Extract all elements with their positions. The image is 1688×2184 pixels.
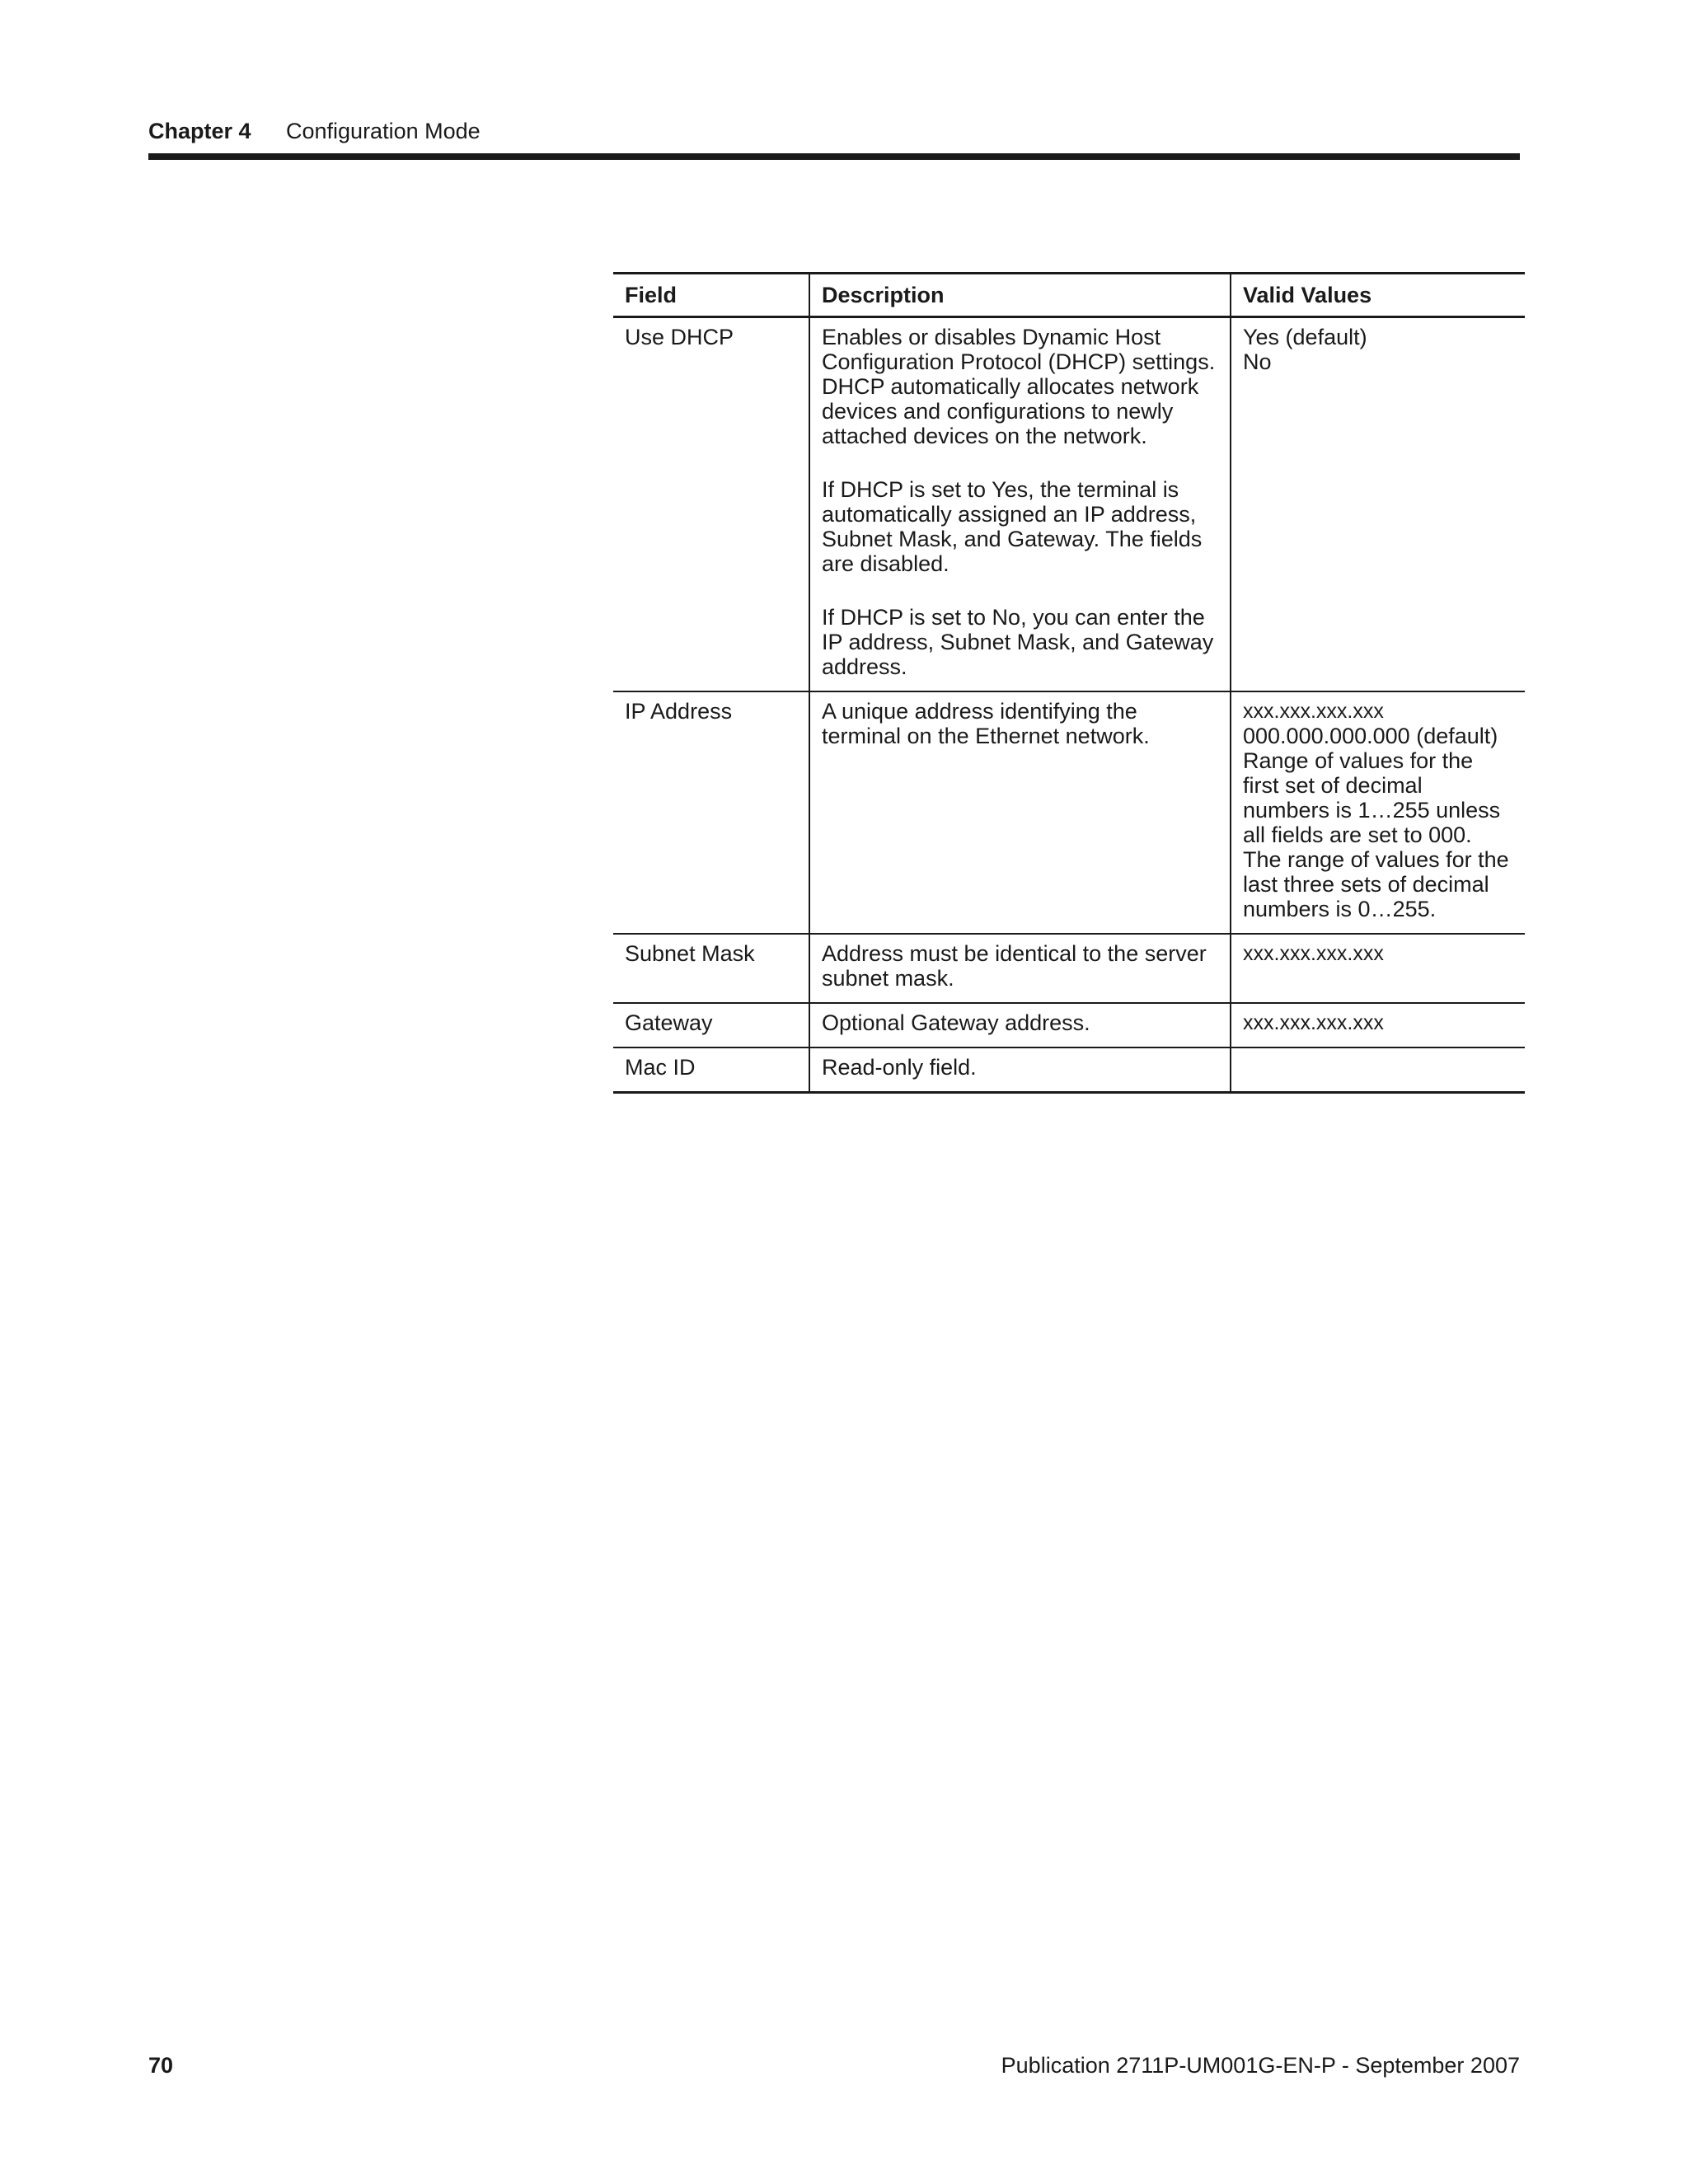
field-cell: IP Address — [613, 691, 809, 934]
valid-value: xxx.xxx.xxx.xxx — [1243, 700, 1384, 723]
description-cell — [809, 691, 1231, 934]
description-paragraph: Optional Gateway address. — [822, 1010, 1090, 1035]
table-row — [613, 317, 1525, 692]
description-paragraph: If DHCP is set to No, you can enter the IP address, Subnet Mask, and Gateway address. — [822, 605, 1214, 679]
column-header-valid-values: Valid Values — [1231, 274, 1525, 317]
description-paragraph: A unique address identifying the terminal on the Ethernet network. — [822, 699, 1150, 748]
valid-value: xxx.xxx.xxx.xxx — [1243, 942, 1384, 965]
valid-value: Yes (default) — [1243, 325, 1367, 349]
table-header-row — [613, 274, 1525, 317]
description-cell — [809, 317, 1231, 692]
table-row — [613, 1003, 1525, 1047]
ethernet-settings-table — [613, 272, 1525, 1094]
field-cell: Subnet Mask — [613, 934, 809, 1003]
table-row — [613, 934, 1525, 1003]
description-paragraph: If DHCP is set to Yes, the terminal is automatically assigned an IP address, Subnet Mask, and Gateway. The fields are disabled. — [822, 477, 1203, 576]
field-cell: Gateway — [613, 1003, 809, 1047]
field-cell: Use DHCP — [613, 317, 809, 692]
chapter-label: Chapter 4 — [148, 119, 251, 143]
valid-values-cell — [1231, 317, 1525, 692]
valid-value: 000.000.000.000 (default) — [1243, 724, 1498, 748]
description-paragraph: Address must be identical to the server subnet mask. — [822, 941, 1207, 991]
valid-values-cell — [1231, 1003, 1525, 1047]
table-row — [613, 1047, 1525, 1093]
field-cell: Mac ID — [613, 1047, 809, 1093]
table-row — [613, 691, 1525, 934]
description-cell — [809, 1047, 1231, 1093]
description-paragraph: Read-only field. — [822, 1055, 977, 1080]
page-number: 70 — [148, 2053, 174, 2078]
description-paragraph: Enables or disables Dynamic Host Configuration Protocol (DHCP) settings. DHCP automatically allocates network devices and configurations to newly attached devices on the network. — [822, 325, 1216, 448]
valid-values-cell — [1231, 934, 1525, 1003]
valid-value: xxx.xxx.xxx.xxx — [1243, 1011, 1384, 1034]
ethernet-settings-table-container — [613, 272, 1525, 1094]
description-cell — [809, 1003, 1231, 1047]
publication-info: Publication 2711P-UM001G-EN-P - September 2007 — [1001, 2053, 1520, 2078]
description-cell — [809, 934, 1231, 1003]
column-header-description: Description — [809, 274, 1231, 317]
column-header-field: Field — [613, 274, 809, 317]
valid-values-cell — [1231, 1047, 1525, 1093]
chapter-title: Configuration Mode — [286, 119, 481, 143]
page-header — [148, 115, 1520, 147]
valid-values-cell — [1231, 691, 1525, 934]
valid-value: No — [1243, 349, 1272, 374]
valid-value: Range of values for the first set of decimal numbers is 1…255 unless all fields are set to 000. The range of values for the last three sets of decimal numbers is 0…255. — [1243, 748, 1509, 921]
header-rule — [148, 153, 1520, 160]
